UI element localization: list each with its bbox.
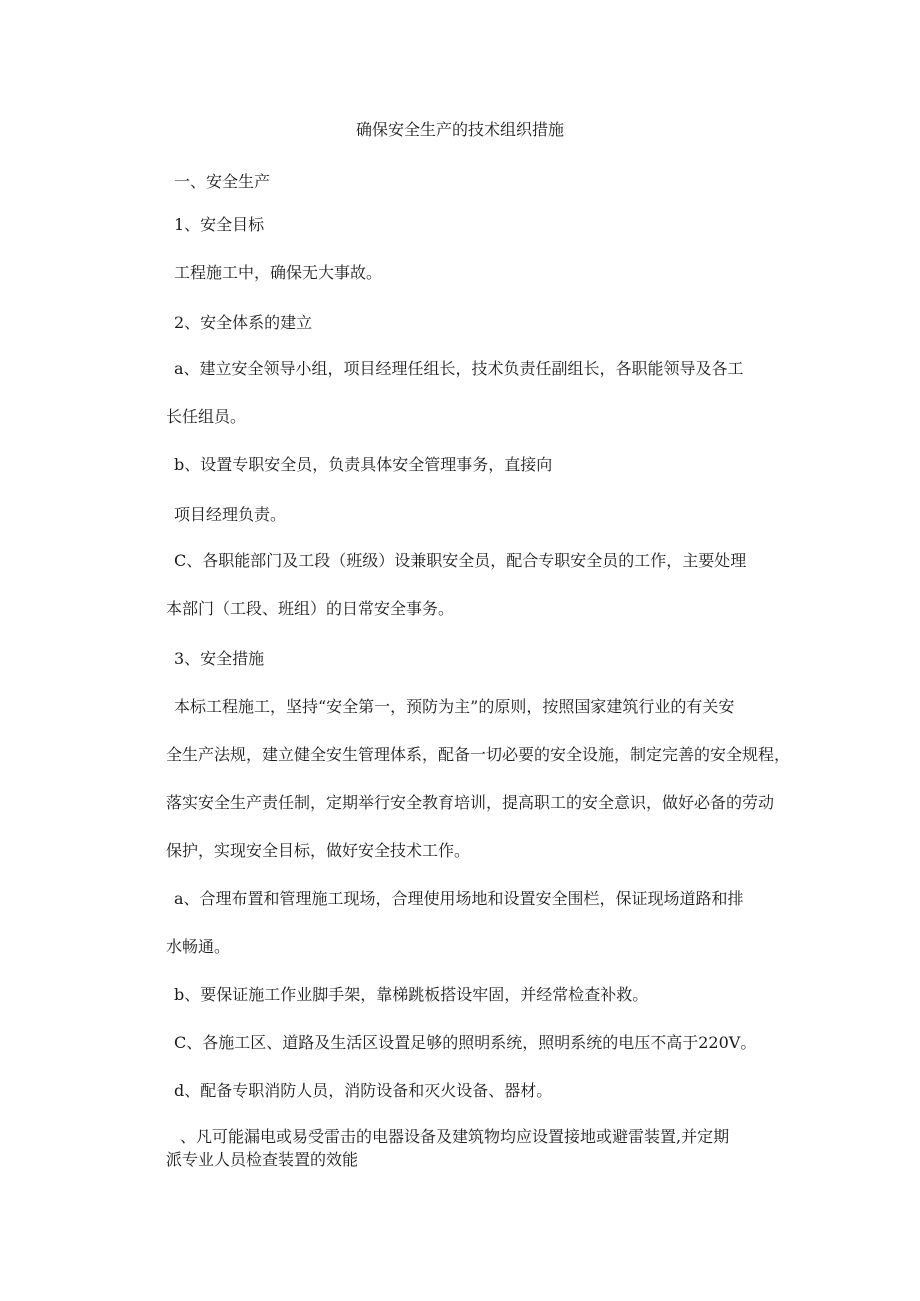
document-title: 确保安全生产的技术组织措施 [355,120,564,139]
paragraph-measures-line1: 本标工程施工，坚持“安全第一，预防为主”的原则，按照国家建筑行业的有关安 [174,697,735,716]
subheading-safety-measures: 3、安全措施 [174,649,265,668]
paragraph-item-c-line1: C、各职能部门及工段（班级）设兼职安全员，配合专职安全员的工作，主要处理 [174,551,747,570]
paragraph-safety-goal: 工程施工中，确保无大事故。 [174,263,383,282]
subheading-safety-goal: 1、安全目标 [174,215,265,234]
paragraph-item-c-line2: 本部门（工段、班组）的日常安全事务。 [166,599,455,618]
paragraph-measure-b: b、要保证施工作业脚手架，靠梯跳板搭设牢固，并经常检查补救。 [174,985,649,1004]
paragraph-measure-a-line2: 水畅通。 [166,937,231,956]
paragraph-item-a-line2: 长任组员。 [166,407,247,426]
paragraph-item-b-line2: 项目经理负责。 [174,505,287,524]
paragraph-measures-line4: 保护，实现安全目标，做好安全技术工作。 [166,841,471,860]
paragraph-measure-a-line1: a、合理布置和管理施工现场，合理使用场地和设置安全围栏，保证现场道路和排 [174,889,744,908]
paragraph-grounding-line1: 、凡可能漏电或易受雷击的电器设备及建筑物均应设置接地或避雷装置,并定期 [180,1127,730,1146]
paragraph-item-a-line1: a、建立安全领导小组，项目经理任组长，技术负责任副组长，各职能领导及各工 [174,359,744,378]
paragraph-grounding-line2: 派专业人员检查装置的效能 [166,1150,359,1169]
paragraph-measure-d: d、配备专职消防人员，消防设备和灭火设备、器材。 [174,1081,553,1100]
paragraph-item-b-line1: b、设置专职安全员，负责具体安全管理事务，直接向 [174,455,553,474]
paragraph-measures-line3: 落实安全生产责任制，定期举行安全教育培训，提高职工的安全意识，做好必备的劳动 [166,793,775,812]
paragraph-measures-line2: 全生产法规，建立健全安生管理体系，配备一切必要的安全设施，制定完善的安全规程， [166,745,791,764]
subheading-safety-system: 2、安全体系的建立 [174,313,313,332]
paragraph-measure-c: C、各施工区、道路及生活区设置足够的照明系统，照明系统的电压不高于220V。 [174,1033,757,1052]
section-heading-safety-production: 一、安全生产 [174,172,271,191]
